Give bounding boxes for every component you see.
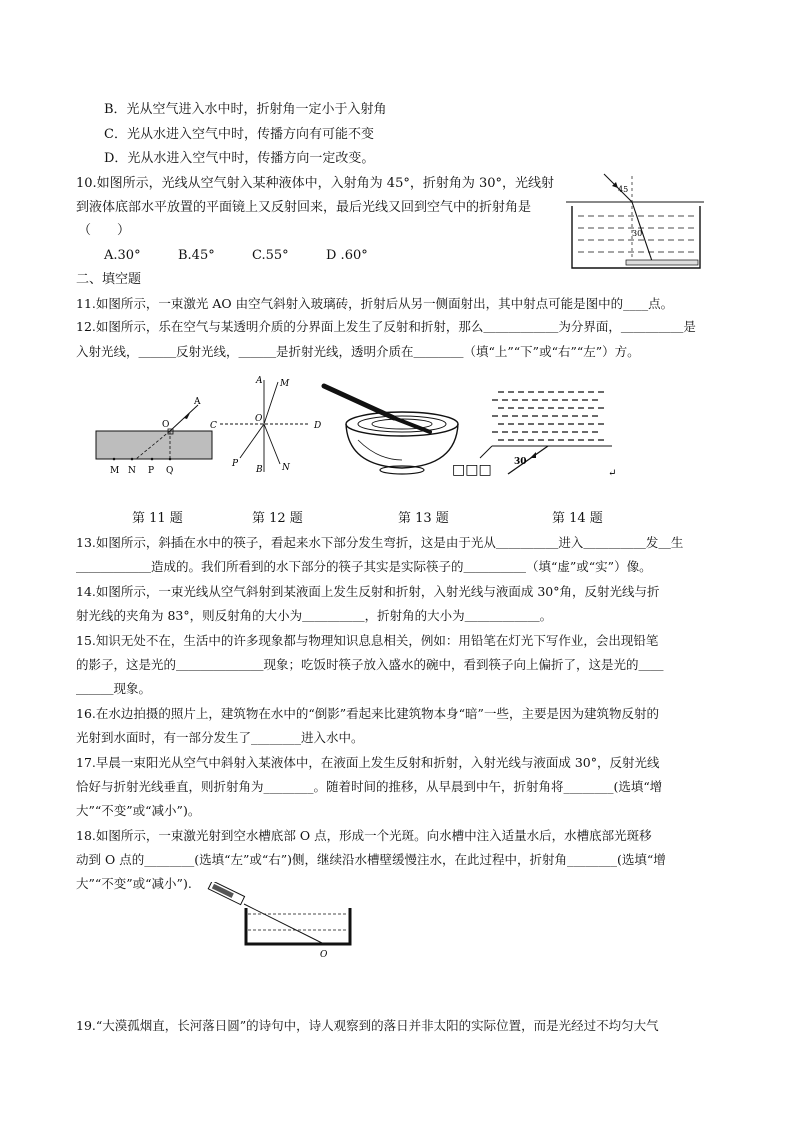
choice-c: C.55° [252,248,289,263]
caption-11: 第 11 题 [132,511,183,526]
question-12: 12.如图所示，乐在空气与某透明介质的分界面上发生了反射和折射，那么＿＿＿＿＿＿为分界面，＿＿＿＿＿是 [76,319,696,334]
question-17-end: 大”“不变”或“减小”)。 [76,803,201,818]
angle-30-label: 30 [514,457,527,467]
figure-13 [318,380,464,476]
question-19: 19.“大漠孤烟直，长河落日圆”的诗句中，诗人观察到的落日并非太阳的实际位置，而是光经过不均匀大气 [76,1018,659,1033]
choice-a: A.30° [104,248,141,263]
question-12-cont: 入射光线，＿＿＿反射光线，＿＿＿是折射光线，透明介质在＿＿＿＿（填“上”“下”或“右”“左”）方。 [76,344,640,359]
label-c: C [210,421,217,431]
label-n: N [282,463,290,473]
option-d: D．光从水进入空气中时，传播方向一定改变。 [104,151,375,166]
label-p: P [232,459,239,469]
question-13: 13.如图所示，斜插在水中的筷子，看起来水下部分发生弯折，这是由于光从＿＿＿＿＿进入＿＿＿＿＿发＿生 [76,535,684,550]
label-m: M [280,379,290,389]
question-16-cont: 光射到水面时，有一部分发生了________进入水中。 [76,730,364,745]
angle-45-label: 45 [618,185,629,194]
caption-12: 第 12 题 [252,511,303,526]
section-heading: 二、填空题 [76,272,142,287]
question-10: 10.如图所示，光线从空气射入某种液体中，入射角为 45°，折射角为 30°，光线射 [76,176,555,191]
choice-d: D .60° [326,248,368,263]
question-15-end: ＿＿＿现象。 [76,681,152,696]
question-15: 15.知识无处不在，生活中的许多现象都与物理知识息息相关，例如：用铅笔在灯光下写作业，会出现铅笔 [76,633,659,648]
caption-13: 第 13 题 [398,511,449,526]
label-m: M [110,466,120,476]
question-18-cont: 动到 O 点的________(选填“左”或“右”)侧，继续沿水槽壁缓慢注水，在此过程中，折射角________(选填“增 [76,852,666,867]
label-p: P [148,466,155,476]
label-o: O [162,420,170,430]
label-n: N [128,466,136,476]
figure-12 [206,374,326,476]
figure-18 [204,882,364,962]
choice-b: B.45° [178,248,215,263]
option-c: C．光从水进入空气中时，传播方向有可能不变 [104,127,374,142]
label-d: D [314,421,322,431]
question-15-cont: 的影子，这是光的＿＿＿＿＿＿＿现象；吃饭时筷子放入盛水的碗中，看到筷子向上偏折了，这是光的＿＿ [76,657,664,672]
angle-30-label: 30 [632,229,643,238]
label-a: A [194,397,201,407]
figure-14 [448,384,632,480]
figure-11 [90,385,216,477]
caption-14: 第 14 题 [552,511,603,526]
figure-10 [566,166,710,270]
question-10-paren: （ ） [78,223,131,238]
question-17-cont: 恰好与折射光线垂直，则折射角为________。随着时间的推移，从早晨到中午，折射角将________(选填“增 [76,779,663,794]
placeholder-boxes: □□□ [452,462,492,478]
question-16: 16.在水边拍摄的照片上，建筑物在水中的“倒影”看起来比建筑物本身“暗”一些，主要是因为建筑物反射的 [76,706,659,721]
label-a: A [256,376,263,386]
question-13-cont: ＿＿＿＿＿＿造成的。我们所看到的水下部分的筷子其实是实际筷子的＿＿＿＿＿（填“虚”或“实”）像。 [76,559,652,574]
question-17: 17.早晨一束阳光从空气中斜射入某液体中，在液面上发生反射和折射，入射光线与液面成 30°，反射光线 [76,755,660,770]
option-b: B．光从空气进入水中时，折射角一定小于入射角 [104,102,387,117]
label-o: O [320,950,328,960]
question-18: 18.如图所示，一束激光射到空水槽底部 O 点，形成一个光斑。向水槽中注入适量水后，水槽底部光斑移 [76,828,652,843]
question-11: 11.如图所示，一束激光 AO 由空气斜射入玻璃砖，折射后从另一侧面射出，其中射点可能是图中的____点。 [76,296,674,311]
label-b: B [256,465,263,475]
question-10-cont: 到液体底部水平放置的平面镜上又反射回来，最后光线又回到空气中的折射角是 [76,200,532,215]
question-14: 14.如图所示，一束光线从空气斜射到某液面上发生反射和折射，入射光线与液面成 30°角，反射光线与折 [76,584,660,599]
return-mark: ↵ [608,468,617,479]
label-o: O [255,414,263,424]
question-18-end: 大”“不变”或“减小”). [76,876,192,891]
question-14-cont: 射光线的夹角为 83°，则反射角的大小为＿＿＿＿＿，折射角的大小为＿＿＿＿＿＿。 [76,608,553,623]
label-q: Q [166,466,174,476]
